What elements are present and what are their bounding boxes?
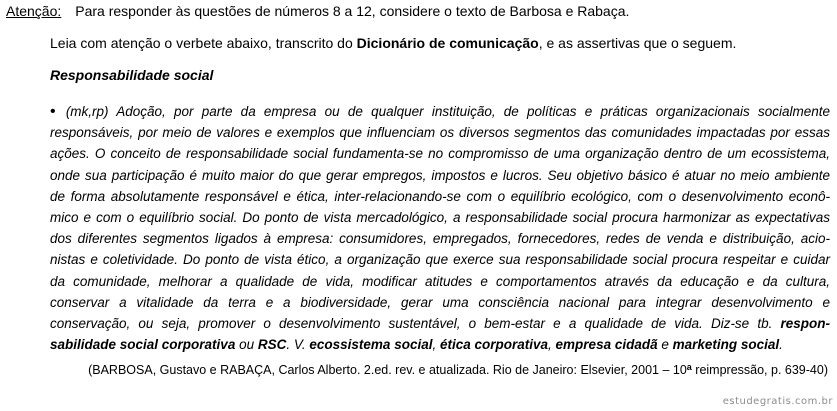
entry-line-11 xyxy=(50,313,830,334)
dictionary-title: Dicionário de comunicação xyxy=(356,35,539,51)
intro-text-before: Leia com atenção o verbete abaixo, transcrito do xyxy=(50,35,357,51)
entry-bold-term: sabilidade social corporativa xyxy=(50,337,236,353)
entry-line-12 xyxy=(50,334,830,355)
entry-connector: . xyxy=(779,337,783,353)
intro-paragraph xyxy=(50,35,736,51)
entry-line-text: conservação, ou seja, promover o desenvolvimento sustentável, o bem-estar e a qualidade de vida. Diz-se tb. xyxy=(50,315,781,331)
entry-line-4: onde sua participação é muito maior do que gerar empregos, impostos e lucros. Seu objetivo básico é atuar no meio ambiente xyxy=(50,167,830,183)
entry-line-9: da comunidade, melhorar a qualidade de vida, modificar atitudes e comportamentos através da educação e da cultura, xyxy=(50,273,830,289)
dictionary-entry xyxy=(50,101,830,355)
entry-connector: ou xyxy=(235,337,258,353)
entry-bold-term: marketing social xyxy=(672,337,780,353)
entry-title: Responsabilidade social xyxy=(50,67,214,83)
entry-line-1 xyxy=(50,101,830,122)
watermark: estudegratis.com.br xyxy=(722,396,833,407)
attention-line xyxy=(6,3,629,19)
citation-text: (BARBOSA, Gustavo e RABAÇA, Carlos Alberto. 2.ed. rev. e atualizada. Rio de Janeiro: Elsevier, 2001 – 10 xyxy=(88,363,687,377)
entry-connector: , xyxy=(548,337,556,353)
entry-line-10: conservar a vitalidade da terra e a biodiversidade, gerar uma consciência nacional para integrar desenvolvimento e xyxy=(50,294,830,310)
entry-bold-term: empresa cidadã xyxy=(555,337,658,353)
entry-bold-term: ética corporativa xyxy=(439,337,549,353)
citation xyxy=(88,362,828,377)
entry-connector: e xyxy=(657,337,673,353)
attention-text: Para responder às questões de números 8 a 12, considere o texto de Barbosa e Rabaça. xyxy=(75,3,630,19)
entry-line-8: nistas e coletividade. Do ponto de vista ético, a organização que exerce sua responsabilidade social procura respeitar e cuidar xyxy=(50,252,830,268)
entry-line-3: ações. O conceito de responsabilidade social fundamenta-se no compromisso de uma organização dentro de um ecossistema, xyxy=(50,146,830,162)
entry-line-5: de forma absolutamente responsável e ética, inter-relacionando-se com o equilíbrio ecológico, com o desenvolvimento econô- xyxy=(50,188,830,204)
entry-line-6: mico e com o equilíbrio social. Do ponto de vista mercadológico, a responsabilidade social procura harmonizar as expectativas xyxy=(50,209,830,225)
citation-text-end: reimpressão, p. 639-40) xyxy=(691,363,828,377)
entry-line-7: dos diferentes segmentos ligados à empresa: consumidores, empregados, fornecedores, redes de venda e distribuição, acio- xyxy=(50,231,830,247)
entry-bold-term: ecossistema social xyxy=(309,337,433,353)
entry-connector: . V. xyxy=(286,337,310,353)
attention-label: Atenção: xyxy=(6,3,62,19)
entry-line-text: (mk,rp) Adoção, por parte da empresa ou de qualquer instituição, de políticas e práticas organizacionais socialmente xyxy=(65,104,830,119)
entry-bold-term: respon- xyxy=(780,315,830,331)
entry-line-2: responsáveis, por meio de valores e exemplos que influenciam os diversos segmentos das comunidades impactadas por essas xyxy=(50,125,830,141)
bullet-icon: • xyxy=(50,103,56,120)
entry-connector: , xyxy=(432,337,440,353)
citation-superscript: a xyxy=(686,362,692,372)
intro-text-after: , e as assertivas que o seguem. xyxy=(538,35,737,51)
entry-bold-term: RSC xyxy=(257,337,287,353)
